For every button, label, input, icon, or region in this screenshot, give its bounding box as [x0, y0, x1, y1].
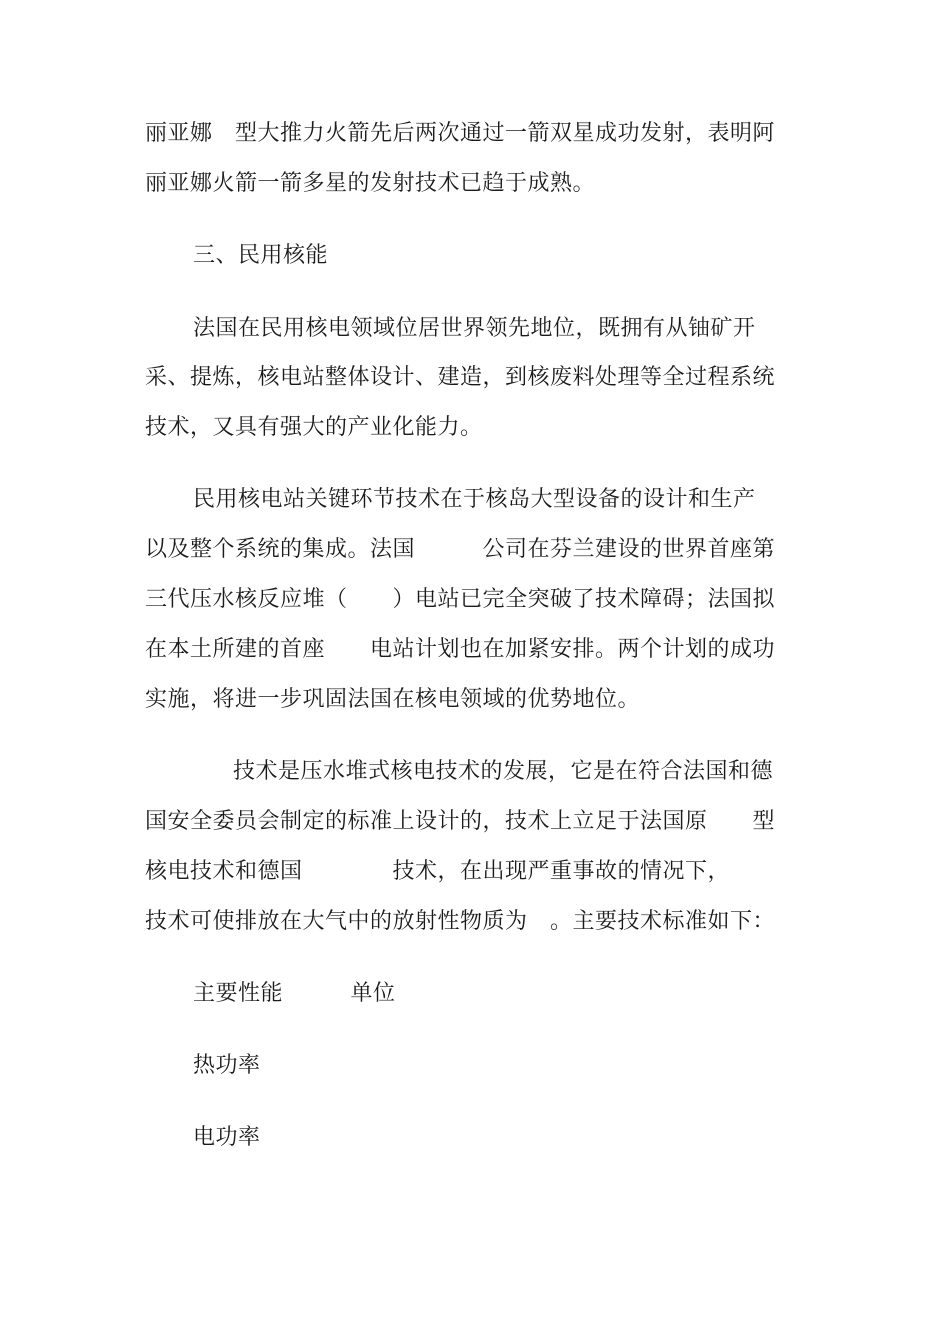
section-heading: 三、民用核能	[193, 243, 329, 268]
paragraph-line: 法国在民用核电领域位居世界领先地位，既拥有从铀矿开	[193, 316, 756, 341]
paragraph-line: 以及整个系统的集成。法国 公司在芬兰建设的世界首座第	[145, 537, 776, 562]
paragraph-line: 丽亚娜火箭一箭多星的发射技术已趋于成熟。	[145, 171, 596, 196]
spec-row-label: 电功率	[193, 1125, 261, 1150]
paragraph-line: 实施，将进一步巩固法国在核电领域的优势地位。	[145, 687, 641, 712]
paragraph-line: 丽亚娜 型大推力火箭先后两次通过一箭双星成功发射，表明阿	[145, 121, 776, 146]
paragraph-line: 技术是压水堆式核电技术的发展，它是在符合法国和德	[233, 759, 774, 784]
paragraph-line: 民用核电站关键环节技术在于核岛大型设备的设计和生产	[193, 487, 756, 512]
spec-row-label: 热功率	[193, 1053, 261, 1078]
paragraph-line: 核电技术和德国 技术，在出现严重事故的情况下，	[145, 859, 731, 884]
paragraph-line: 国安全委员会制定的标准上设计的，技术上立足于法国原 型	[145, 809, 776, 834]
paragraph-line: 在本土所建的首座 电站计划也在加紧安排。两个计划的成功	[145, 637, 776, 662]
paragraph-line: 技术可使排放在大气中的放射性物质为 。主要技术标准如下：	[145, 909, 776, 934]
paragraph-line: 技术，又具有强大的产业化能力。	[145, 415, 483, 440]
paragraph-line: 三代压水核反应堆（ ）电站已完全突破了技术障碍；法国拟	[145, 587, 776, 612]
paragraph-line: 采、提炼，核电站整体设计、建造，到核废料处理等全过程系统	[145, 365, 776, 390]
spec-table-header: 主要性能 单位	[193, 981, 396, 1006]
